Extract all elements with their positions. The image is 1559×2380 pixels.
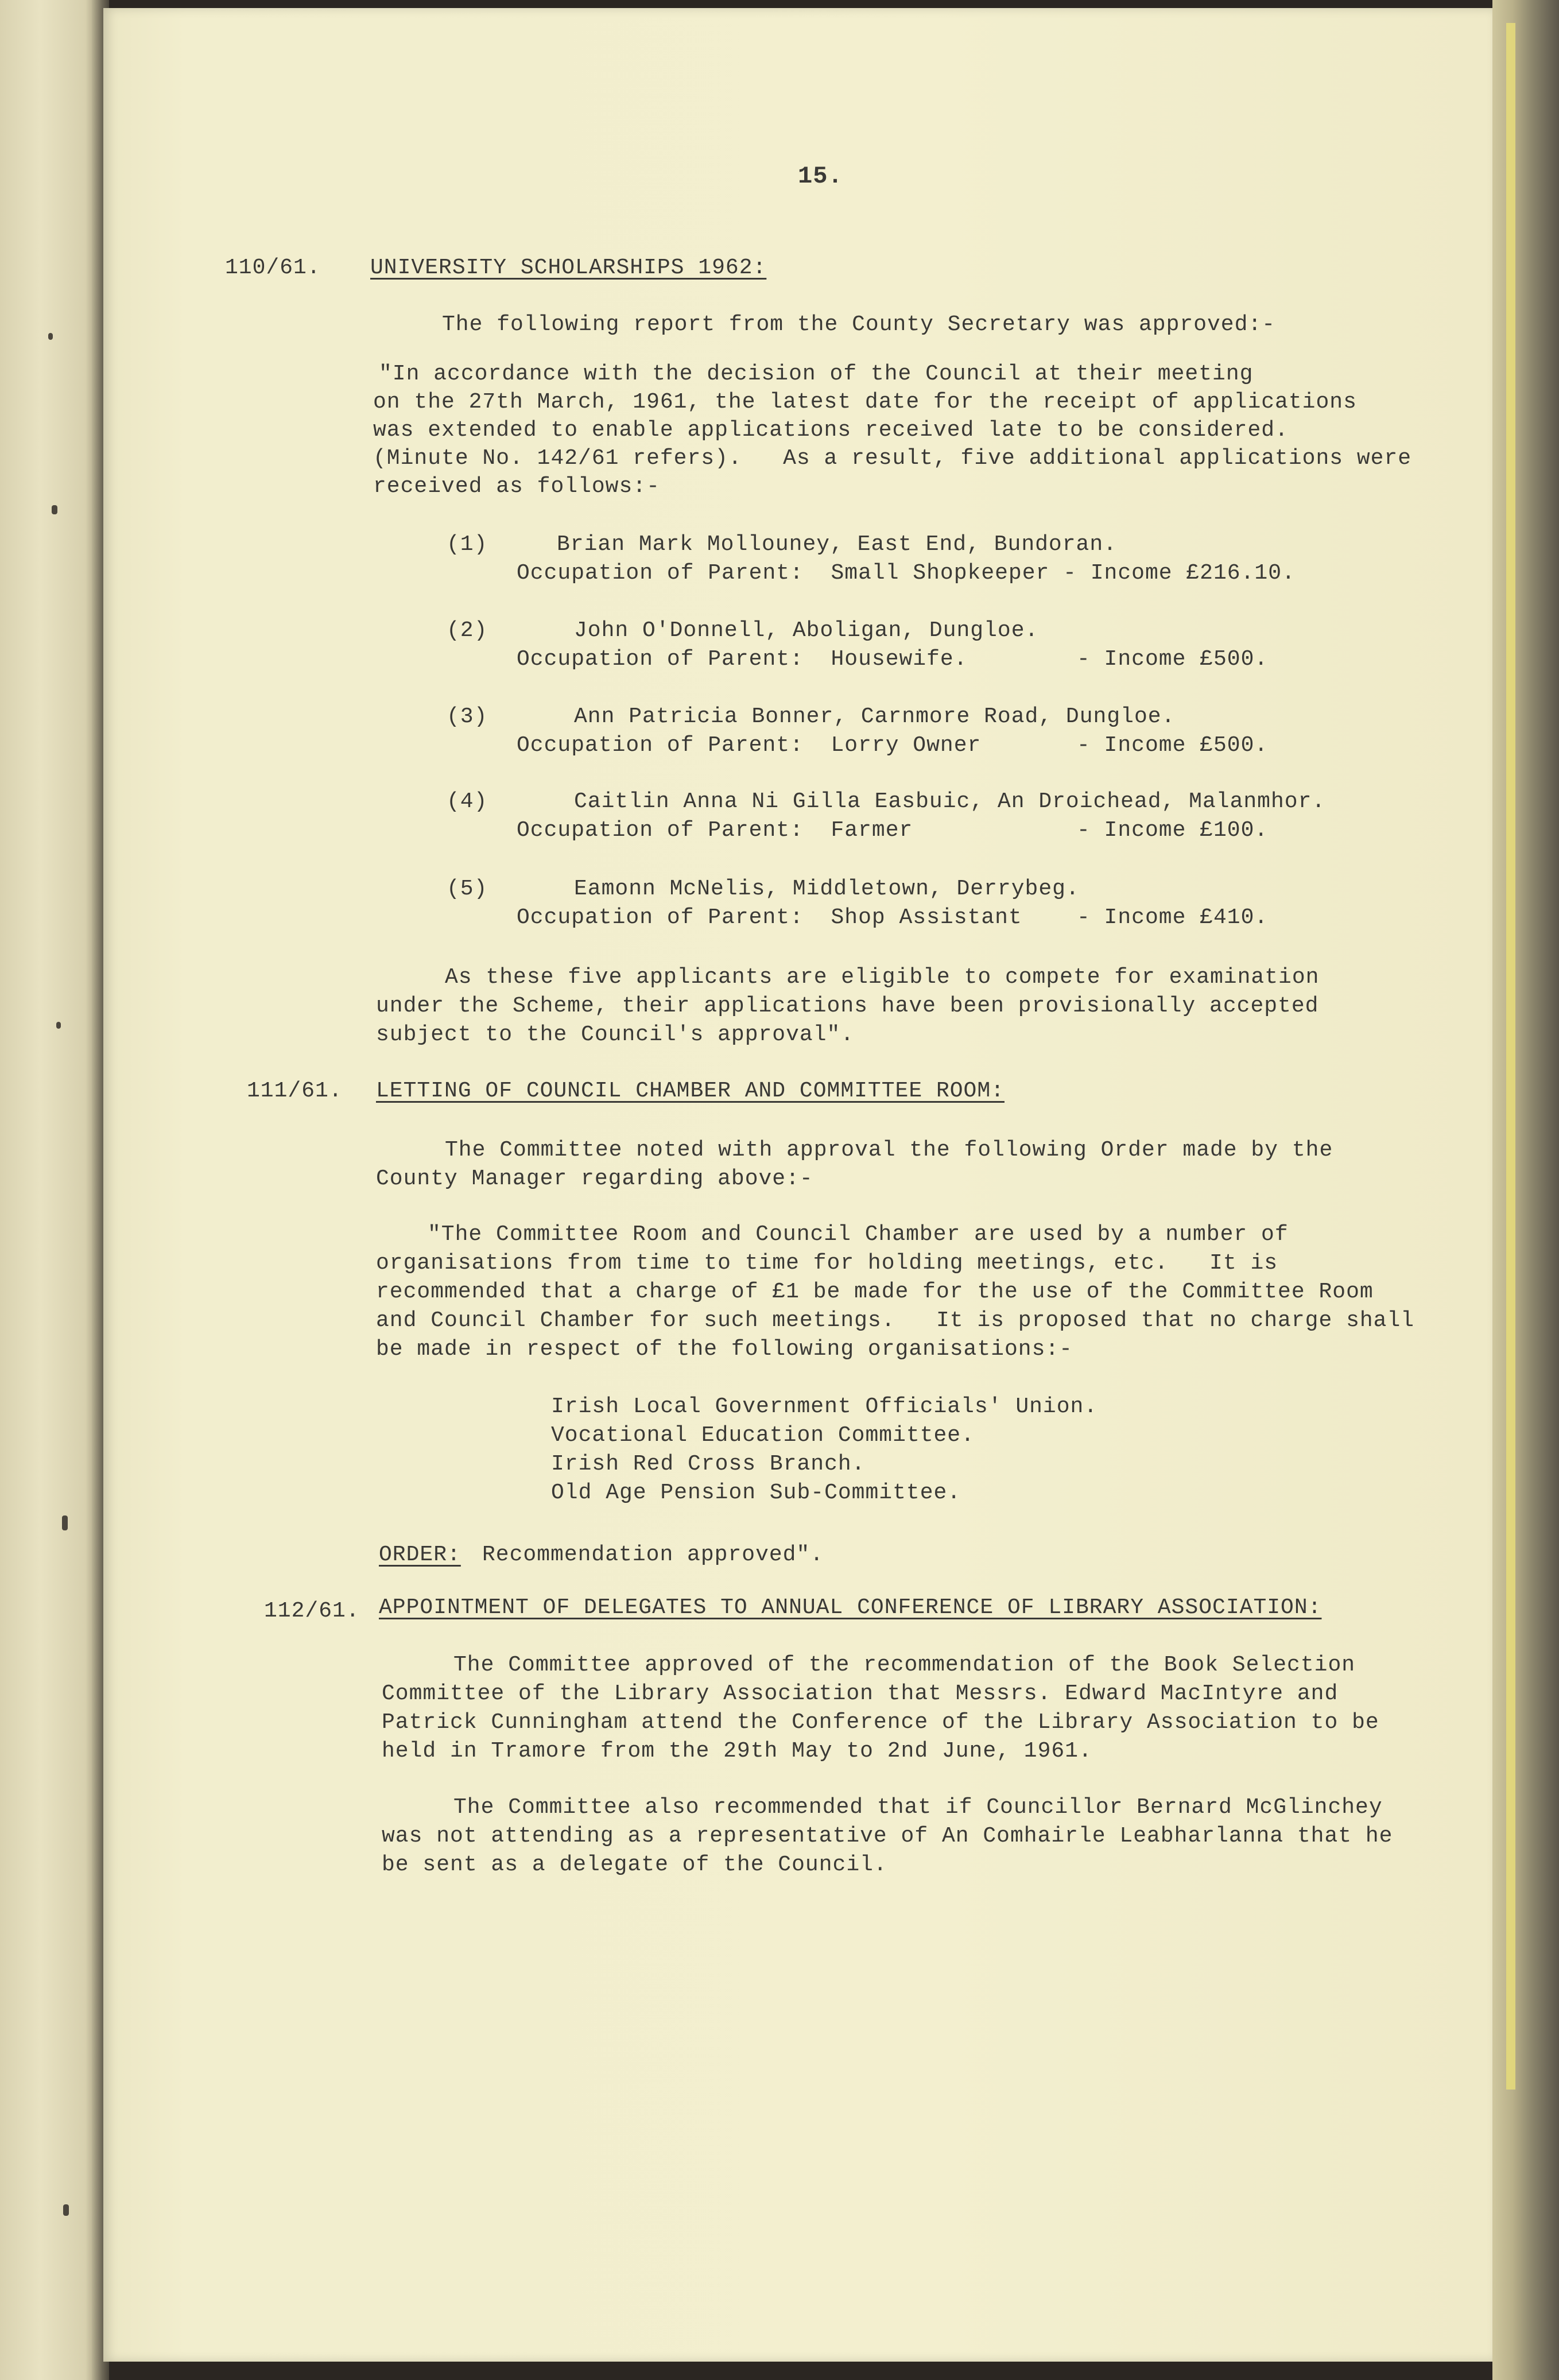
left-page-edge <box>0 0 100 2380</box>
applicant-occupation: Occupation of Parent: Small Shopkeeper - Income £216.10. <box>517 561 1296 586</box>
applicant-name: Ann Patricia Bonner, Carnmore Road, Dungloe. <box>574 704 1176 729</box>
margin-mark <box>48 333 53 340</box>
applicant-number: (1) <box>447 532 488 557</box>
margin-mark <box>63 2204 69 2216</box>
minute-heading-112: APPOINTMENT OF DELEGATES TO ANNUAL CONFERENCE OF LIBRARY ASSOCIATION: <box>379 1595 1322 1620</box>
quote-line: be made in respect of the following organisations:- <box>376 1337 1073 1362</box>
minute-number-112: 112/61. <box>264 1599 360 1623</box>
minute-number-111: 111/61. <box>247 1079 343 1103</box>
minute-110-intro: The following report from the County Secretary was approved:- <box>442 312 1276 337</box>
quote-line: received as follows:- <box>373 474 660 499</box>
closing-line: As these five applicants are eligible to compete for examination <box>445 965 1320 990</box>
order-text: Recommendation approved". <box>482 1542 824 1567</box>
quote-line: "The Committee Room and Council Chamber are used by a number of <box>428 1222 1289 1247</box>
minute-number-110: 110/61. <box>225 255 321 280</box>
closing-line: subject to the Council's approval". <box>376 1022 855 1047</box>
quote-line: (Minute No. 142/61 refers). As a result, five additional applications were <box>373 446 1412 471</box>
closing-line: under the Scheme, their applications have been provisionally accepted <box>376 994 1319 1018</box>
quote-line: recommended that a charge of £1 be made for the use of the Committee Room <box>376 1280 1374 1304</box>
yellow-tab <box>1506 23 1515 2090</box>
quote-line: organisations from time to time for holding meetings, etc. It is <box>376 1251 1278 1276</box>
paragraph-line: Committee of the Library Association that Messrs. Edward MacIntyre and <box>382 1681 1339 1706</box>
applicant-occupation: Occupation of Parent: Farmer - Income £100. <box>517 818 1269 843</box>
intro-line: The Committee noted with approval the following Order made by the <box>445 1138 1333 1162</box>
applicant-number: (5) <box>447 877 488 901</box>
quote-line: and Council Chamber for such meetings. It is proposed that no charge shall <box>376 1308 1415 1333</box>
right-page-edge <box>1492 0 1559 2380</box>
intro-line: County Manager regarding above:- <box>376 1166 813 1191</box>
organisation-item: Irish Local Government Officials' Union. <box>551 1394 1098 1419</box>
paragraph-line: The Committee approved of the recommendation of the Book Selection <box>453 1653 1356 1677</box>
paragraph-line: held in Tramore from the 29th May to 2nd June, 1961. <box>382 1739 1092 1763</box>
applicant-number: (3) <box>447 704 488 729</box>
applicant-occupation: Occupation of Parent: Housewife. - Income £500. <box>517 647 1269 672</box>
paragraph-line: Patrick Cunningham attend the Conference of the Library Association to be <box>382 1710 1379 1735</box>
organisation-item: Vocational Education Committee. <box>551 1423 975 1448</box>
minute-heading-110: UNIVERSITY SCHOLARSHIPS 1962: <box>370 255 767 280</box>
applicant-name: Caitlin Anna Ni Gilla Easbuic, An Droichead, Malanmhor. <box>574 789 1326 814</box>
page-number: 15. <box>798 162 843 190</box>
margin-mark <box>52 505 57 514</box>
applicant-name: John O'Donnell, Aboligan, Dungloe. <box>574 618 1039 643</box>
minute-heading-111: LETTING OF COUNCIL CHAMBER AND COMMITTEE ROOM: <box>376 1079 1005 1103</box>
applicant-name: Brian Mark Mollouney, East End, Bundoran. <box>557 532 1117 557</box>
organisation-item: Irish Red Cross Branch. <box>551 1452 866 1476</box>
quote-line: was extended to enable applications received late to be considered. <box>373 418 1289 443</box>
paragraph-line: be sent as a delegate of the Council. <box>382 1852 887 1877</box>
organisation-item: Old Age Pension Sub-Committee. <box>551 1480 961 1505</box>
applicant-name: Eamonn McNelis, Middletown, Derrybeg. <box>574 877 1080 901</box>
paragraph-line: was not attending as a representative of An Comhairle Leabharlanna that he <box>382 1824 1393 1848</box>
applicant-occupation: Occupation of Parent: Shop Assistant - Income £410. <box>517 905 1269 930</box>
applicant-number: (2) <box>447 618 488 643</box>
quote-line: on the 27th March, 1961, the latest date for the receipt of applications <box>373 390 1357 414</box>
paragraph-line: The Committee also recommended that if Councillor Bernard McGlinchey <box>453 1795 1383 1820</box>
order-label: ORDER: <box>379 1542 461 1567</box>
applicant-number: (4) <box>447 789 488 814</box>
margin-mark <box>56 1022 61 1029</box>
applicant-occupation: Occupation of Parent: Lorry Owner - Income £500. <box>517 733 1269 758</box>
document-page <box>103 8 1492 2362</box>
quote-line: "In accordance with the decision of the Council at their meeting <box>379 362 1254 386</box>
margin-mark <box>62 1515 68 1530</box>
